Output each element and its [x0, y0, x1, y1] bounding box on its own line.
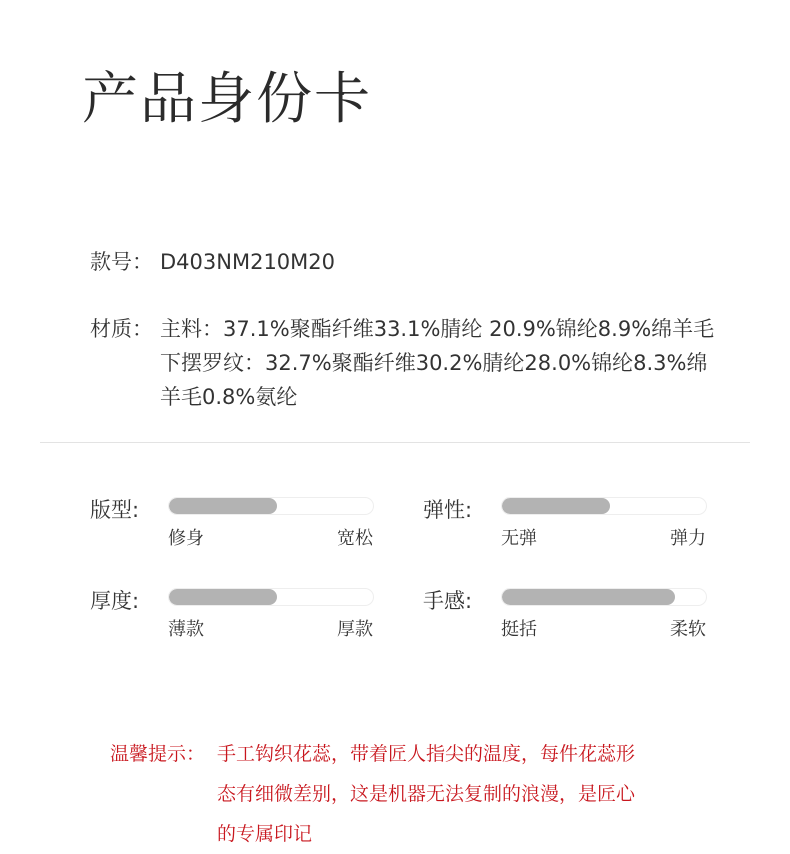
- attribute-fill: [502, 589, 675, 605]
- attribute-track: [168, 497, 374, 515]
- page-title: 产品身份卡: [82, 67, 372, 132]
- attribute-fill: [502, 498, 610, 514]
- attribute-track: [501, 497, 707, 515]
- attribute-max-label: 柔软: [670, 619, 706, 640]
- attribute-thickness: [90, 585, 390, 645]
- attribute-max-label: 宽松: [337, 528, 373, 549]
- style-number-value: D403NM210M20: [160, 250, 336, 274]
- tip-label: 温馨提示：: [110, 743, 206, 765]
- attribute-fit: [90, 494, 390, 554]
- attribute-min-label: 薄款: [168, 619, 204, 640]
- style-number-row: [90, 246, 335, 276]
- tip-line: 手工钩织花蕊，带着匠人指尖的温度，每件花蕊形: [217, 743, 636, 765]
- attribute-max-label: 厚款: [337, 619, 373, 640]
- attribute-max-label: 弹力: [670, 528, 706, 549]
- attribute-elasticity: [423, 494, 723, 554]
- material-line-hem-cont: 羊毛0.8%氨纶: [160, 385, 298, 409]
- attribute-min-label: 无弹: [501, 528, 537, 549]
- divider: [40, 442, 750, 443]
- tip-line: 态有细微差别，这是机器无法复制的浪漫，是匠心: [217, 783, 636, 805]
- attribute-label: 弹性:: [423, 498, 473, 522]
- attribute-min-label: 挺括: [501, 619, 537, 640]
- material-line-hem: 下摆罗纹：32.7%聚酯纤维30.2%腈纶28.0%锦纶8.3%绵: [160, 351, 708, 375]
- tip-lines: [217, 734, 697, 854]
- attribute-fill: [169, 589, 277, 605]
- tip-line: 的专属印记: [217, 823, 313, 845]
- attribute-hand-feel: [423, 585, 723, 645]
- attribute-label: 版型:: [90, 498, 140, 522]
- attribute-fill: [169, 498, 277, 514]
- attribute-label: 手感:: [423, 589, 473, 613]
- attribute-track: [501, 588, 707, 606]
- material-line-main: 主料：37.1%聚酯纤维33.1%腈纶 20.9%锦纶8.9%绵羊毛: [160, 317, 715, 341]
- attribute-label: 厚度:: [90, 589, 140, 613]
- attribute-track: [168, 588, 374, 606]
- style-number-label: 款号：: [90, 250, 153, 274]
- material-label: 材质：: [90, 317, 153, 341]
- material-lines: [160, 312, 760, 414]
- attribute-min-label: 修身: [168, 528, 204, 549]
